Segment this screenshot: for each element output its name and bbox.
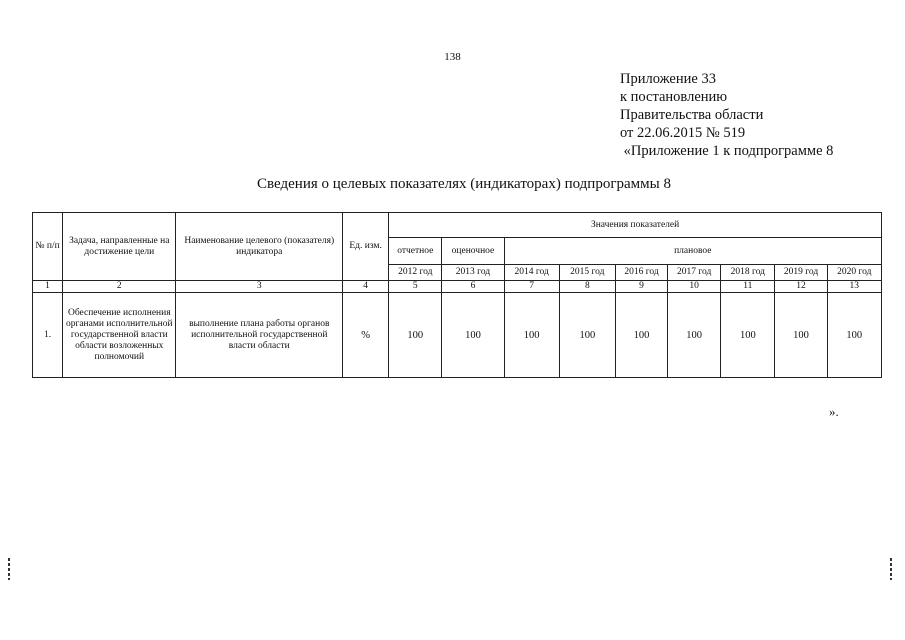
column-number: 10 xyxy=(668,281,721,293)
row-value: 100 xyxy=(559,293,615,378)
column-number: 1 xyxy=(33,281,63,293)
closing-quote: ». xyxy=(829,404,839,419)
row-indicator: выполнение плана работы органов исполнительной государственной власти области xyxy=(176,293,343,378)
appendix-line: Правительства области xyxy=(620,107,764,123)
row-value: 100 xyxy=(775,293,827,378)
row-value: 100 xyxy=(442,293,504,378)
column-number: 2 xyxy=(63,281,176,293)
row-value: 100 xyxy=(615,293,667,378)
year-header: 2014 год xyxy=(504,265,559,281)
table-row xyxy=(33,293,882,378)
year-header: 2012 год xyxy=(389,265,442,281)
header-values: Значения показателей xyxy=(389,213,882,238)
header-indicator: Наименование целевого (показателя) индикатора xyxy=(176,213,343,281)
appendix-line: «Приложение 1 к подпрограмме 8 xyxy=(620,143,834,159)
scan-edge-mark-right xyxy=(890,558,892,580)
header-estimate: оценочное xyxy=(442,238,504,265)
column-number: 12 xyxy=(775,281,827,293)
year-header: 2020 год xyxy=(827,265,881,281)
row-value: 100 xyxy=(721,293,775,378)
document-title: Сведения о целевых показателях (индикаторах) подпрограммы 8 xyxy=(257,176,671,192)
year-header: 2017 год xyxy=(668,265,721,281)
scan-edge-mark-left xyxy=(8,558,10,580)
year-header: 2018 год xyxy=(721,265,775,281)
column-number: 6 xyxy=(442,281,504,293)
column-number: 5 xyxy=(389,281,442,293)
header-unit: Ед. изм. xyxy=(343,213,389,281)
page-number: 138 xyxy=(444,51,461,63)
column-number: 11 xyxy=(721,281,775,293)
row-value: 100 xyxy=(827,293,881,378)
header-plan: плановое xyxy=(504,238,881,265)
row-value: 100 xyxy=(668,293,721,378)
row-value: 100 xyxy=(389,293,442,378)
column-number: 8 xyxy=(559,281,615,293)
row-unit: % xyxy=(343,293,389,378)
year-header: 2016 год xyxy=(615,265,667,281)
header-report: отчетное xyxy=(389,238,442,265)
column-number: 9 xyxy=(615,281,667,293)
row-no: 1. xyxy=(33,293,63,378)
column-number: 7 xyxy=(504,281,559,293)
appendix-line: к постановлению xyxy=(620,89,728,105)
row-value: 100 xyxy=(504,293,559,378)
year-header: 2013 год xyxy=(442,265,504,281)
header-no: № п/п xyxy=(33,213,63,281)
column-number: 4 xyxy=(343,281,389,293)
column-number: 13 xyxy=(827,281,881,293)
appendix-line: от 22.06.2015 № 519 xyxy=(620,125,746,141)
row-task: Обеспечение исполнения органами исполнительной государственной власти области возложенных полномочий xyxy=(63,293,176,378)
indicators-table xyxy=(32,212,882,378)
appendix-line: Приложение 33 xyxy=(620,71,716,87)
header-task: Задача, направленные на достижение цели xyxy=(63,213,176,281)
year-header: 2015 год xyxy=(559,265,615,281)
column-number: 3 xyxy=(176,281,343,293)
year-header: 2019 год xyxy=(775,265,827,281)
appendix-block xyxy=(620,70,833,160)
